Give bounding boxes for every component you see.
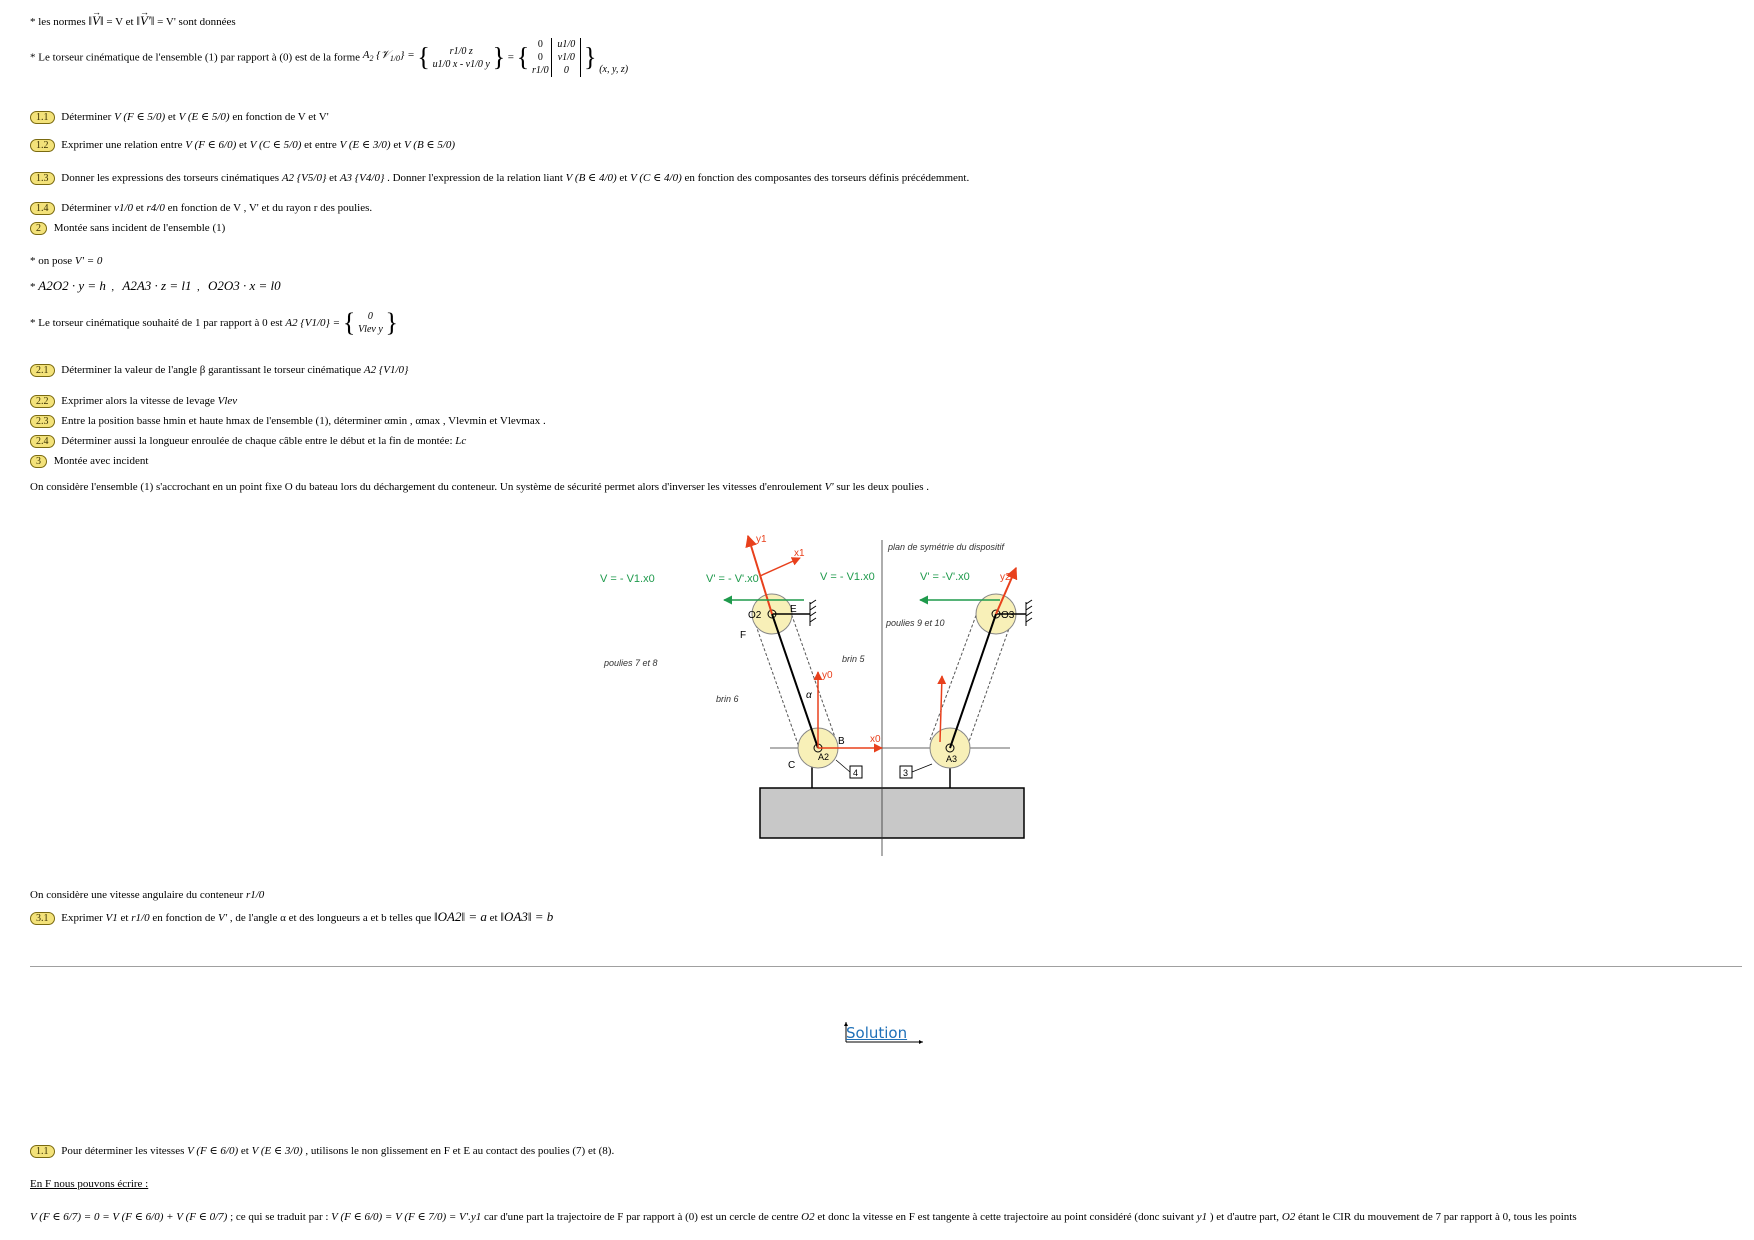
q31-f: V' xyxy=(218,912,228,924)
torseur-m3b: 0 xyxy=(537,52,543,63)
label-n3: 3 xyxy=(903,768,909,778)
label-vp-left: V' = - V'.x0 xyxy=(706,573,759,585)
q31-c: et xyxy=(120,912,129,924)
question-2-4 xyxy=(30,434,466,448)
angular-paragraph xyxy=(30,888,264,902)
q13-a: Donner les expressions des torseurs cinématiques xyxy=(61,172,280,184)
label-y0: y0 xyxy=(822,670,833,681)
badge-2: 2 xyxy=(30,222,47,235)
incident-text: On considère l'ensemble (1) s'accrochant en un point fixe O du bateau lors du déchargement du conteneur. Un système de sécurité permet alors d'inverser les vitesses d'enroulement xyxy=(30,481,822,493)
brace-right-1: } xyxy=(492,42,506,72)
q11-d: V (E ∈ 5/0) xyxy=(178,111,230,123)
torseur-matrix-col1 xyxy=(532,38,549,77)
solution-1-1 xyxy=(30,1144,614,1158)
s11-b: V (F ∈ 6/0) xyxy=(187,1145,239,1157)
incident-paragraph xyxy=(30,480,929,494)
sf-f: et donc la vitesse en F est tangente à cette trajectoire au point considéré (donc suivant xyxy=(817,1211,1194,1223)
label-brin6: brin 6 xyxy=(716,694,739,704)
q21-text: Déterminer la valeur de l'angle β garantissant le torseur cinématique xyxy=(61,364,362,376)
badge-1-1: 1.1 xyxy=(30,111,55,124)
souhaite-c: 0 xyxy=(367,311,373,322)
vector-x1 xyxy=(760,558,800,576)
sf-b: ; ce qui se traduit par : xyxy=(230,1211,329,1223)
length-l1: A2A3 · z = l1 xyxy=(122,278,192,293)
s11-d: V (E ∈ 3/0) xyxy=(251,1145,303,1157)
sym-plane-label: plan de symétrie du dispositif xyxy=(888,542,1005,552)
label-A3: A3 xyxy=(946,754,958,764)
torseur-m6: r1/0 xyxy=(532,65,549,76)
question-1-3 xyxy=(30,171,969,185)
torseur-matrix-col2 xyxy=(551,38,581,77)
q14-a: Déterminer xyxy=(61,202,112,214)
question-1-2 xyxy=(30,138,455,152)
q22-text: Exprimer alors la vitesse de levage xyxy=(61,395,215,407)
badge-2-2: 2.2 xyxy=(30,395,55,408)
q31-i: et xyxy=(489,912,498,924)
sf-e: O2 xyxy=(801,1211,815,1223)
label-B: B xyxy=(838,736,845,747)
question-1-1 xyxy=(30,110,329,124)
norm-vprime-symbol: ‖→ V'‖ xyxy=(136,13,154,28)
torseur-line xyxy=(30,38,628,77)
solution-badge-1-1: 1.1 xyxy=(30,1145,55,1158)
label-x0: x0 xyxy=(870,734,881,745)
torseur-souhaite-line xyxy=(30,310,398,336)
label-y2: y2 xyxy=(1000,572,1011,583)
torseur-m5: v1/0 xyxy=(557,52,575,63)
ground-right-icon xyxy=(1026,600,1032,626)
q13-h: V (C ∈ 4/0) xyxy=(630,172,682,184)
incident-b: V' xyxy=(824,481,834,493)
on-pose-b: V' = 0 xyxy=(74,255,103,267)
q14-d: r4/0 xyxy=(146,202,165,214)
badge-3-1: 3.1 xyxy=(30,912,55,925)
q14-c: et xyxy=(135,202,144,214)
label-v-left: V = - V1.x0 xyxy=(600,573,655,585)
arm-left xyxy=(772,614,818,748)
question-3-1 xyxy=(30,910,553,925)
q13-g: et xyxy=(619,172,628,184)
q23-text: Entre la position basse hmin et haute hmax de l'ensemble (1), déterminer αmin , αmax , Vlevmin et Vlevmax . xyxy=(61,415,546,427)
q21-b: A2 {V1/0} xyxy=(363,364,409,376)
norm-v-symbol: ‖→ V‖ xyxy=(88,13,103,28)
souhaite-b: A2 {V1/0} = xyxy=(285,317,341,329)
badge-2-3: 2.3 xyxy=(30,415,55,428)
badge-1-4: 1.4 xyxy=(30,202,55,215)
q12-c: et xyxy=(239,139,247,151)
q31-j: ‖OA3‖ = b xyxy=(500,909,554,924)
q13-d: A3 {V4/0} xyxy=(339,172,385,184)
q14-b: v1/0 xyxy=(114,202,134,214)
right-cable-a xyxy=(930,610,978,740)
q13-i: en fonction des composantes des torseurs définis précédemment. xyxy=(684,172,970,184)
q11-a: Déterminer xyxy=(61,111,112,123)
sf-h: ) et d'autre part, xyxy=(1209,1211,1280,1223)
label-O3: O3 xyxy=(1001,610,1015,621)
length-l0: O2O3 · x = l0 xyxy=(207,278,281,293)
souhaite-matrix xyxy=(358,310,383,336)
torseur-text: * Le torseur cinématique de l'ensemble (1) par rapport à (0) est de la forme xyxy=(30,51,361,64)
label-x1: x1 xyxy=(794,548,805,559)
badge-3: 3 xyxy=(30,455,47,468)
brace-left-1: { xyxy=(417,42,430,72)
question-2-3 xyxy=(30,414,546,428)
badge-2-1: 2.1 xyxy=(30,364,55,377)
q12-b: V (F ∈ 6/0) xyxy=(185,139,237,151)
base-block xyxy=(760,788,1024,838)
question-1-4 xyxy=(30,201,372,215)
sf-g: y1 xyxy=(1196,1211,1208,1223)
q12-d: V (C ∈ 5/0) xyxy=(249,139,302,151)
torseur-m3c: 0 xyxy=(563,65,569,76)
arm-right xyxy=(950,614,996,748)
label-n4: 4 xyxy=(853,768,859,778)
brin6-cable xyxy=(754,620,800,750)
solution-link[interactable]: Solution xyxy=(846,1024,908,1042)
label-F: F xyxy=(740,630,747,641)
label-brin5: brin 5 xyxy=(842,654,865,664)
label-C: C xyxy=(788,760,796,771)
q12-e: et entre xyxy=(304,139,337,151)
label-v-right: V = - V1.x0 xyxy=(820,571,875,583)
question-2-1 xyxy=(30,363,408,377)
ground-left-icon xyxy=(810,600,816,626)
sf-a: V (F ∈ 6/7) = 0 = V (F ∈ 6/0) + V (F ∈ 0/7) xyxy=(30,1211,228,1223)
section-3 xyxy=(30,454,148,468)
norms-text-a: * les normes xyxy=(30,16,86,28)
s11-e: , utilisons le non glissement en F et E au contact des poulies (7) et (8). xyxy=(305,1145,615,1157)
q14-e: en fonction de V , V' et du rayon r des poulies. xyxy=(167,202,373,214)
s11-a: Pour déterminer les vitesses xyxy=(61,1145,185,1157)
badge-1-3: 1.3 xyxy=(30,172,55,185)
right-cable-b xyxy=(966,620,1012,750)
sf-c: V (F ∈ 6/0) = V (F ∈ 7/0) = V'.y1 xyxy=(331,1211,482,1223)
norms-line xyxy=(30,14,236,29)
angular-b: r1/0 xyxy=(245,889,265,901)
sf-j: étant le CIR du mouvement de 7 par rapport à 0, tous les points xyxy=(1298,1211,1577,1223)
q12-g: et xyxy=(393,139,402,151)
equals-sign: = xyxy=(507,51,515,64)
on-pose-a: * on pose xyxy=(30,255,73,267)
q31-d: r1/0 xyxy=(131,912,150,924)
norms-text-b: = V et xyxy=(106,16,134,28)
on-pose-line xyxy=(30,254,102,268)
q12-f: V (E ∈ 3/0) xyxy=(339,139,391,151)
incident-c: sur les deux poulies . xyxy=(836,481,929,493)
q31-h: ‖OA2‖ = a xyxy=(434,909,487,924)
q31-g: , de l'angle α et des longueurs a et b telles que xyxy=(229,912,432,924)
lengths-line: * A2O2 · y = h , A2A3 · z = l1 , O2O3 · x = l0 xyxy=(30,278,281,293)
angular-text: On considère une vitesse angulaire du conteneur xyxy=(30,889,244,901)
brace-right-2: } xyxy=(583,42,597,72)
en-f-heading: En F nous pouvons écrire : xyxy=(30,1178,149,1190)
norms-text-c: = V' sont données xyxy=(157,16,236,28)
label-E: E xyxy=(790,604,797,615)
q22-b: Vlev xyxy=(217,395,238,407)
sf-d: car d'une part la trajectoire de F par rapport à (0) est un cercle de centre xyxy=(484,1211,799,1223)
brace-left-2: { xyxy=(516,42,530,72)
q12-a: Exprimer une relation entre xyxy=(61,139,183,151)
torseur-m4: u1/0 xyxy=(557,39,576,50)
leader-3 xyxy=(912,764,932,772)
q13-b: A2 {V5/0} xyxy=(281,172,327,184)
badge-1-2: 1.2 xyxy=(30,139,55,152)
q31-b: V1 xyxy=(105,912,118,924)
torseur-m1: r1/0 z xyxy=(449,45,473,57)
solution-final-line xyxy=(30,1210,1577,1224)
q31-e: en fonction de xyxy=(152,912,216,924)
souhaite-text: * Le torseur cinématique souhaité de 1 par rapport à 0 est xyxy=(30,317,283,329)
torseur-m3a: 0 xyxy=(537,39,543,50)
label-O2: O2 xyxy=(748,610,762,621)
mechanism-figure xyxy=(600,528,1110,858)
section-3-text: Montée avec incident xyxy=(53,455,149,467)
q13-c: et xyxy=(329,172,338,184)
label-y1: y1 xyxy=(756,534,767,545)
section-2 xyxy=(30,221,225,235)
souhaite-brace-l: { xyxy=(342,308,356,337)
sf-i: O2 xyxy=(1281,1211,1296,1223)
section-2-text: Montée sans incident de l'ensemble (1) xyxy=(53,222,226,234)
label-A2: A2 xyxy=(818,752,830,762)
q13-f: V (B ∈ 4/0) xyxy=(565,172,617,184)
badge-2-4: 2.4 xyxy=(30,435,55,448)
s11-c: et xyxy=(240,1145,249,1157)
torseur-point-a2: $A_2$ {𝒱$_{1/0}$} = xyxy=(362,49,415,64)
q13-e: . Donner l'expression de la relation liant xyxy=(387,172,563,184)
souhaite-brace-r: } xyxy=(385,308,398,337)
label-alpha: α xyxy=(806,690,812,701)
q24-b: Lc xyxy=(455,435,467,447)
torseur-basis: (x, y, z) xyxy=(599,64,629,75)
q31-a: Exprimer xyxy=(61,912,103,924)
q11-e: en fonction de V et V' xyxy=(232,111,329,123)
length-h: A2O2 · y = h xyxy=(38,278,106,293)
q24-text: Déterminer aussi la longueur enroulée de chaque câble entre le début et la fin de montée: xyxy=(61,435,453,447)
torseur-matrix-a xyxy=(433,45,490,71)
label-poulies-78: poulies 7 et 8 xyxy=(604,658,658,668)
question-2-2 xyxy=(30,394,237,408)
label-poulies-910: poulies 9 et 10 xyxy=(886,618,945,628)
q12-h: V (B ∈ 5/0) xyxy=(404,139,456,151)
torseur-m2: u1/0 x - v1/0 y xyxy=(432,58,490,70)
horizontal-divider xyxy=(30,966,1742,967)
souhaite-d: Vlev y xyxy=(358,324,383,335)
leader-4 xyxy=(836,760,850,772)
q11-c: et xyxy=(167,111,176,123)
q11-b: V (F ∈ 5/0) xyxy=(114,111,166,123)
label-vp-right: V' = -V'.x0 xyxy=(920,571,970,583)
